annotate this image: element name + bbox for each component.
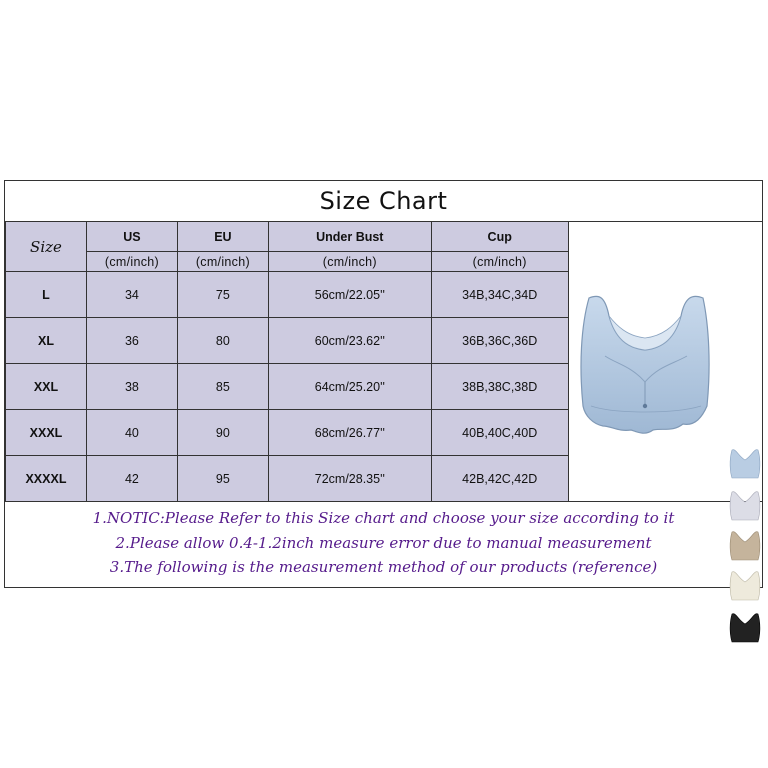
size-cell: XL: [6, 318, 87, 364]
note-line: 1.NOTIC:Please Refer to this Size chart and choose your size according to it: [92, 509, 675, 527]
size-header: Size: [6, 222, 87, 272]
cup-cell: 36B,36C,36D: [431, 318, 568, 364]
col-header-cup: Cup: [431, 222, 568, 252]
size-cell: XXXXL: [6, 456, 87, 502]
unit-under-bust: (cm/inch): [268, 252, 431, 272]
under-bust-cell: 60cm/23.62'': [268, 318, 431, 364]
size-chart-frame: [4, 180, 763, 588]
unit-us: (cm/inch): [86, 252, 177, 272]
cup-cell: 38B,38C,38D: [431, 364, 568, 410]
size-cell: XXL: [6, 364, 87, 410]
us-cell: 36: [86, 318, 177, 364]
col-header-under-bust: Under Bust: [268, 222, 431, 252]
unit-cup: (cm/inch): [431, 252, 568, 272]
eu-cell: 80: [177, 318, 268, 364]
page-title: Size Chart: [319, 187, 448, 215]
eu-cell: 75: [177, 272, 268, 318]
col-header-eu: EU: [177, 222, 268, 252]
eu-cell: 95: [177, 456, 268, 502]
us-cell: 38: [86, 364, 177, 410]
note-line: 2.Please allow 0.4-1.2inch measure error due to manual measurement: [115, 533, 652, 552]
eu-cell: 90: [177, 410, 268, 456]
unit-eu: (cm/inch): [177, 252, 268, 272]
notes: [5, 506, 762, 580]
under-bust-cell: 68cm/26.77'': [268, 410, 431, 456]
title-row: [5, 181, 762, 222]
product-image: [575, 286, 717, 456]
note-line: 3.The following is the measurement method of our products (reference): [109, 558, 658, 576]
us-cell: 42: [86, 456, 177, 502]
cup-cell: 42B,42C,42D: [431, 456, 568, 502]
eu-cell: 85: [177, 364, 268, 410]
swatch-black: [730, 614, 760, 642]
cup-cell: 34B,34C,34D: [431, 272, 568, 318]
under-bust-cell: 56cm/22.05'': [268, 272, 431, 318]
cup-cell: 40B,40C,40D: [431, 410, 568, 456]
size-cell: L: [6, 272, 87, 318]
col-header-us: US: [86, 222, 177, 252]
size-cell: XXXL: [6, 410, 87, 456]
under-bust-cell: 72cm/28.35'': [268, 456, 431, 502]
us-cell: 34: [86, 272, 177, 318]
swatch-blue: [730, 450, 760, 478]
us-cell: 40: [86, 410, 177, 456]
under-bust-cell: 64cm/25.20'': [268, 364, 431, 410]
